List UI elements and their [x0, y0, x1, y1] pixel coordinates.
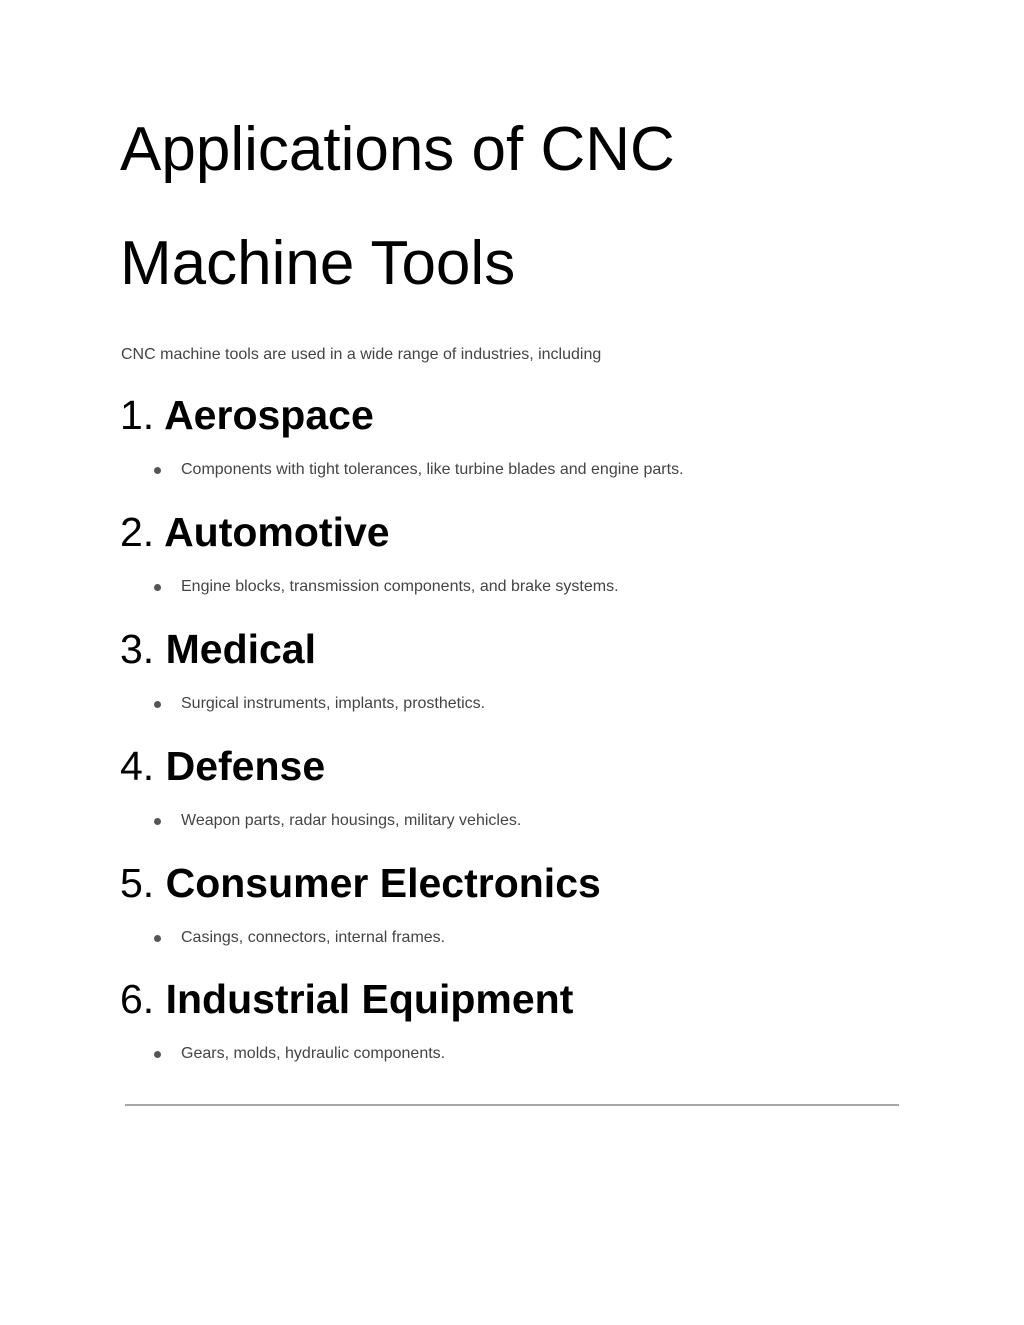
list-item [120, 1044, 445, 1064]
list-item [120, 577, 619, 597]
section-heading [120, 859, 920, 907]
bullet-text: Components with tight tolerances, like turbine blades and engine parts. [181, 461, 684, 478]
bullet-icon [154, 701, 161, 708]
section-medical [120, 625, 920, 712]
bullet-text: Casings, connectors, internal frames. [181, 929, 446, 946]
section-consumer-electronics [120, 859, 920, 946]
section-label: Medical [165, 626, 316, 672]
list-item [120, 460, 684, 480]
bullet-list [120, 460, 684, 480]
section-number: 2. [120, 509, 155, 555]
bullet-icon [154, 818, 161, 825]
section-industrial-equipment [120, 975, 920, 1062]
section-number: 4. [120, 743, 155, 789]
section-label: Industrial Equipment [165, 976, 574, 1022]
section-label: Automotive [164, 509, 390, 555]
section-heading [120, 508, 920, 556]
section-heading [120, 625, 920, 673]
bullet-text: Engine blocks, transmission components, and brake systems. [181, 578, 619, 595]
horizontal-divider [125, 1104, 899, 1106]
section-number: 1. [120, 392, 155, 438]
section-automotive [120, 508, 920, 595]
bullet-list [120, 928, 445, 948]
bullet-text: Gears, molds, hydraulic components. [181, 1045, 446, 1062]
title-line-2-container [120, 229, 920, 353]
bullet-icon [154, 467, 161, 474]
list-item [120, 928, 445, 948]
list-item [120, 811, 521, 831]
bullet-text: Surgical instruments, implants, prosthetics. [181, 695, 486, 712]
intro-paragraph: CNC machine tools are used in a wide range of industries, including [121, 346, 602, 363]
bullet-icon [154, 1051, 161, 1058]
section-aerospace [120, 391, 920, 478]
bullet-list [120, 694, 485, 714]
section-number: 6. [120, 976, 155, 1022]
section-label: Aerospace [164, 392, 374, 438]
bullet-text: Weapon parts, radar housings, military vehicles. [181, 812, 522, 829]
title-line-1: Applications of CNC [120, 115, 675, 184]
section-number: 5. [120, 860, 155, 906]
section-heading [120, 391, 920, 439]
bullet-list [120, 811, 521, 831]
section-heading [120, 975, 920, 1023]
page-title [120, 115, 920, 353]
bullet-list [120, 1044, 445, 1064]
bullet-icon [154, 935, 161, 942]
bullet-icon [154, 584, 161, 591]
title-line-2: Machine Tools [120, 229, 516, 298]
section-heading [120, 742, 920, 790]
bullet-list [120, 577, 619, 597]
list-item [120, 694, 485, 714]
section-defense [120, 742, 920, 829]
section-label: Defense [165, 743, 326, 789]
section-label: Consumer Electronics [165, 860, 601, 906]
section-number: 3. [120, 626, 155, 672]
